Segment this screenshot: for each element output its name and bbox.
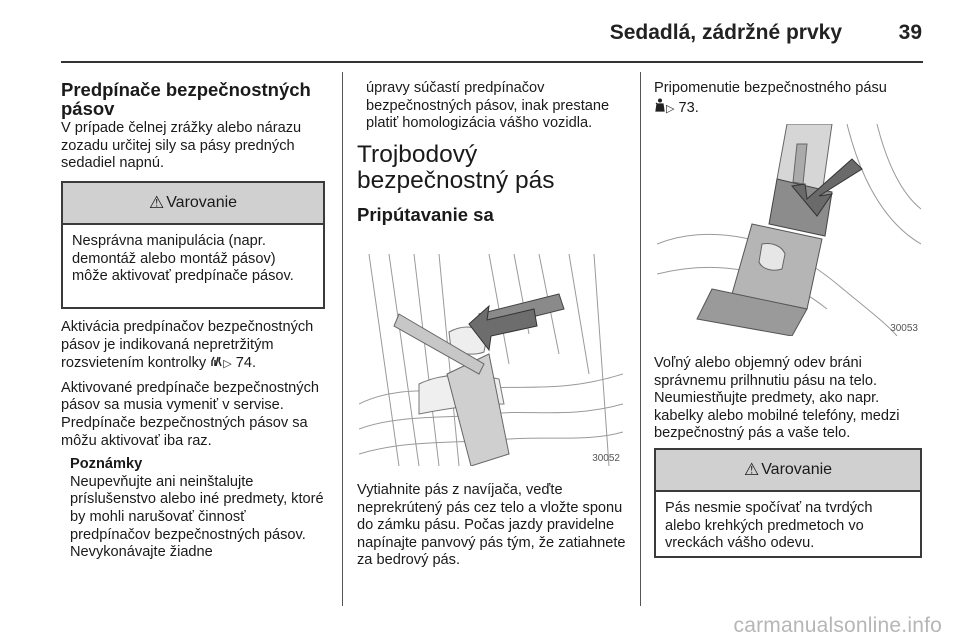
column-divider-1 xyxy=(342,72,343,606)
warning-title: Varovanie xyxy=(166,194,238,211)
warning-box-pockets xyxy=(654,448,922,558)
note-label: Poznámky xyxy=(70,456,143,473)
warning-text: Pás nesmie spočívať na tvrdých alebo krehkých predmetoch vo vreckách vášho odevu. xyxy=(665,500,873,552)
column-1 xyxy=(61,80,327,173)
ref-arrow: ▷ xyxy=(666,102,675,115)
warning-header xyxy=(656,450,920,492)
activation-page-ref[interactable]: 74. xyxy=(235,355,257,372)
activation-paragraph xyxy=(61,319,327,374)
reminder-paragraph xyxy=(654,80,926,118)
activation-text: Aktivácia predpínačov bezpečnostných pásov je indikovaná nepretržitým rozsvietením kontrolky xyxy=(61,319,314,372)
figure-code: 30053 xyxy=(890,323,918,334)
page-header-title: Sedadlá, zádržné prvky xyxy=(609,21,842,44)
column-3 xyxy=(654,80,926,118)
figure-belt-buckle xyxy=(657,124,921,336)
section-heading-three-point-belt: Trojbodový bezpečnostný pás xyxy=(357,140,555,194)
page-number: 39 xyxy=(898,21,922,44)
column-1-lower xyxy=(61,319,327,562)
ref-arrow: ▷ xyxy=(223,358,232,371)
reminder-page-ref[interactable]: 73. xyxy=(678,99,699,116)
column-divider-2 xyxy=(640,72,641,606)
warning-triangle-icon: ⚠ xyxy=(743,460,760,479)
clothing-paragraph: Voľný alebo objemný odev bráni správnemu prilhnutiu pásu na telo. Neumiestňujte predmety, ako napr. kabelky alebo mobilné telefóny, medzi bezpečnostný pás a vaše telo. xyxy=(654,355,900,442)
warning-title: Varovanie xyxy=(761,461,833,478)
seatbelt-tensioner-warning-icon xyxy=(210,354,223,372)
warning-header xyxy=(63,183,323,225)
warning-triangle-icon: ⚠ xyxy=(148,193,165,212)
subheading-fastening: Pripútavanie sa xyxy=(357,203,494,225)
warning-text: Nesprávna manipulácia (napr. demontáž alebo montáž pásov) môže aktivovať predpínače pásov. xyxy=(72,233,294,285)
belt-buckle-illustration xyxy=(657,124,921,336)
belt-fastening-illustration xyxy=(359,254,623,466)
replacement-paragraph: Aktivované predpínače bezpečnostných pásov sa musia vymeniť v servise. Predpínače bezpečnostných pásov sa môžu aktivovať iba raz. xyxy=(61,379,319,449)
note-text: Neupevňujte ani neinštalujte príslušenstvo alebo iné predmety, ktoré by mohli narušovať činnosť predpínačov bezpečnostných pásov. Nevykonávajte žiadne xyxy=(70,473,324,561)
pretensioner-intro: V prípade čelnej zrážky alebo nárazu zozadu určitej sily sa pásy predných sedadiel napnú. xyxy=(61,120,302,172)
header-divider xyxy=(61,61,923,63)
column-2-lower xyxy=(356,482,630,570)
figure-code: 30052 xyxy=(592,453,620,464)
reminder-text: Pripomenutie bezpečnostného pásu xyxy=(654,80,887,96)
section-heading-pretensioners: Predpínače bezpečnostných pásov xyxy=(61,79,311,119)
watermark: carmanualsonline.info xyxy=(733,614,942,637)
seatbelt-reminder-icon xyxy=(654,98,666,117)
fastening-instructions: Vytiahnite pás z navíjača, veďte neprekrútený pás cez telo a vložte sponu do zámku pásu. Počas jazdy pravidelne napínajte panvový pás tým, že zatiahnete za bedrový pás. xyxy=(357,482,626,569)
figure-belt-fastening xyxy=(359,254,623,466)
column-2 xyxy=(356,80,628,223)
note-block xyxy=(70,456,327,562)
pretensioner-continuation: úpravy súčastí predpínačov bezpečnostných pásov, inak prestane platiť homologizácia vášho vozidla. xyxy=(366,80,610,132)
column-3-lower xyxy=(654,355,926,443)
warning-box-pretensioners xyxy=(61,181,325,309)
